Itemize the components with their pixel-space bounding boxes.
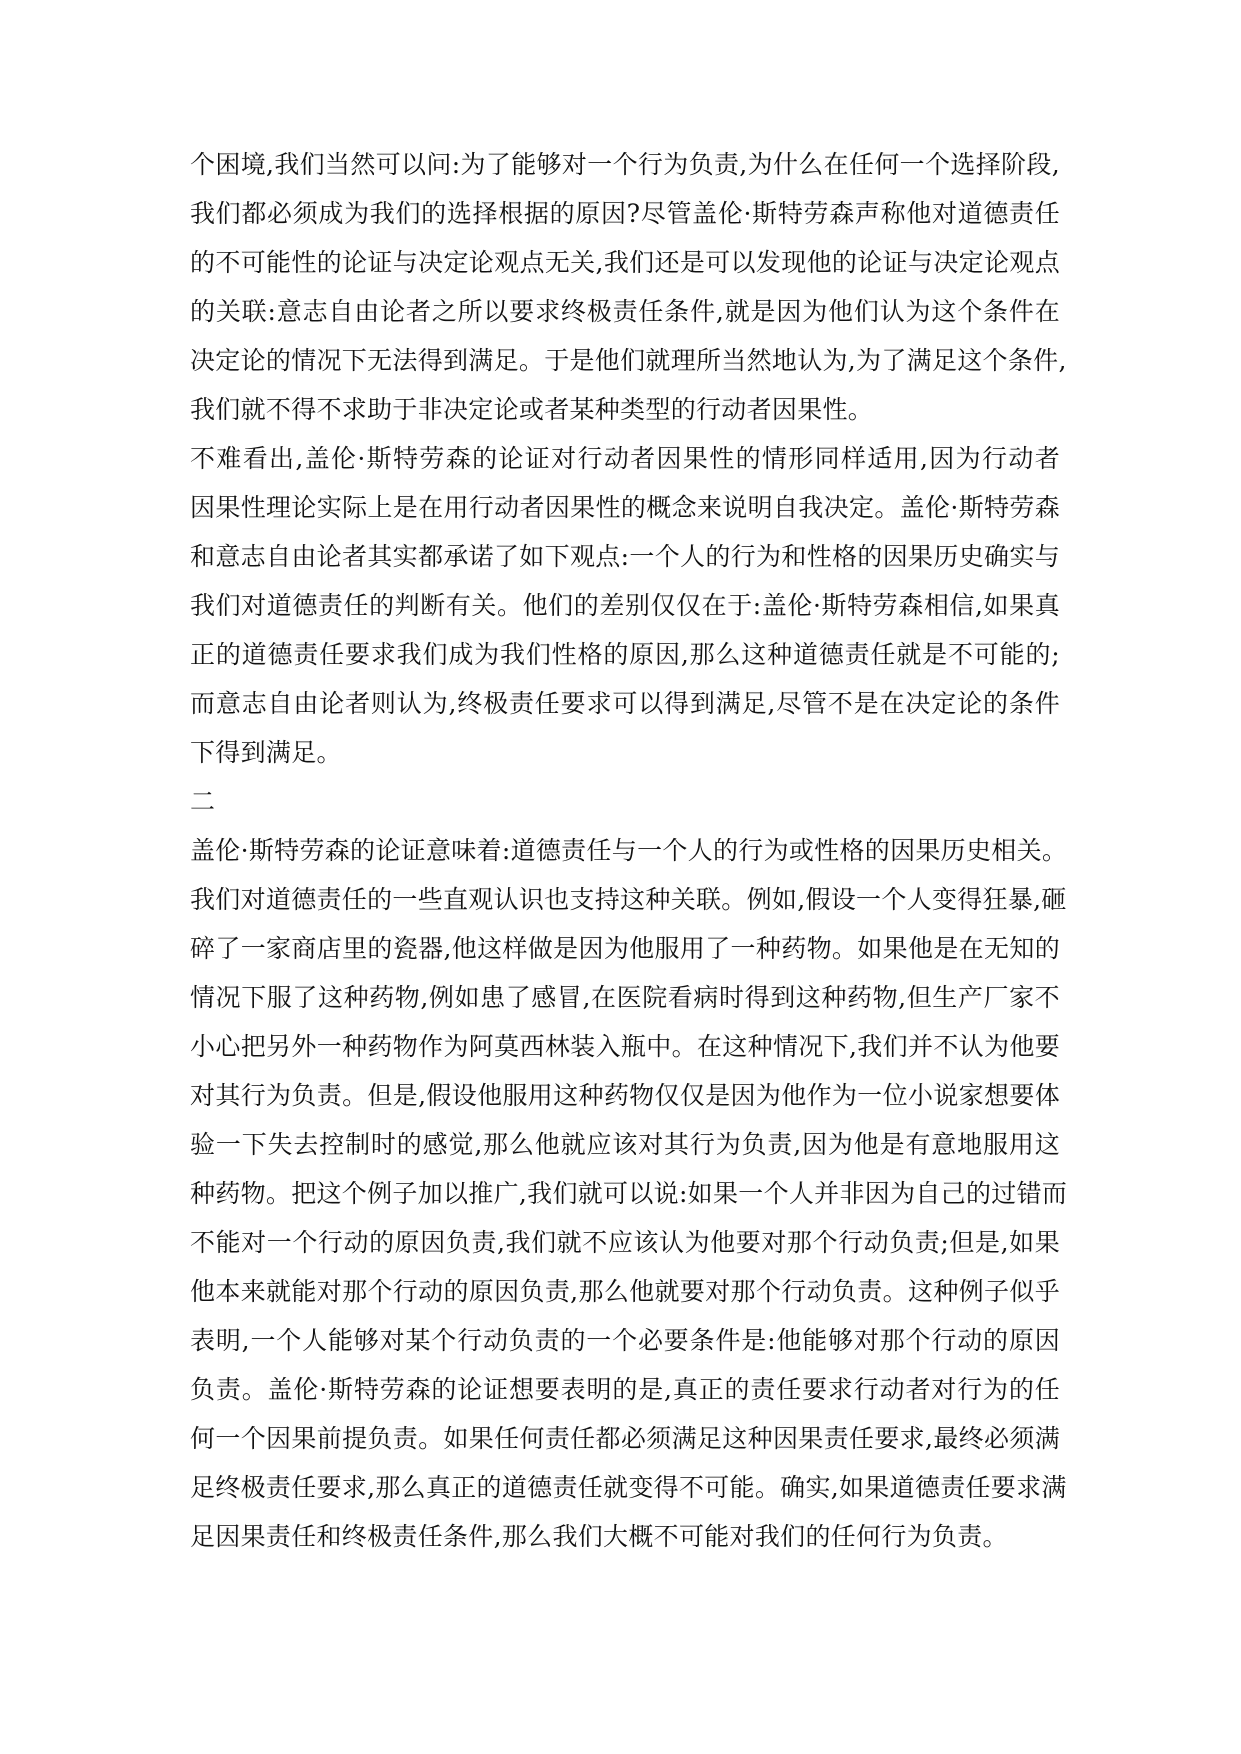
text-line: 对其行为负责。但是,假设他服用这种药物仅仅是因为他作为一位小说家想要体: [190, 1081, 1060, 1110]
text-line: 盖伦·斯特劳森的论证意味着:道德责任与一个人的行为或性格的因果历史相关。: [190, 836, 1068, 865]
text-line: 表明,一个人能够对某个行动负责的一个必要条件是:他能够对那个行动的原因: [190, 1326, 1060, 1355]
text-line: 他本来就能对那个行动的原因负责,那么他就要对那个行动负责。这种例子似乎: [190, 1277, 1060, 1306]
text-line: 碎了一家商店里的瓷器,他这样做是因为他服用了一种药物。如果他是在无知的: [190, 934, 1060, 963]
text-line: 情况下服了这种药物,例如患了感冒,在医院看病时得到这种药物,但生产厂家不: [190, 983, 1060, 1012]
text-line: 的关联:意志自由论者之所以要求终极责任条件,就是因为他们认为这个条件在: [190, 297, 1060, 326]
text-line: 决定论的情况下无法得到满足。于是他们就理所当然地认为,为了满足这个条件,: [190, 346, 1067, 375]
section-heading: 二: [190, 787, 216, 816]
text-line: 下得到满足。: [190, 738, 342, 767]
text-line: 何一个因果前提负责。如果任何责任都必须满足这种因果责任要求,最终必须满: [190, 1424, 1060, 1453]
text-line: 小心把另外一种药物作为阿莫西林装入瓶中。在这种情况下,我们并不认为他要: [190, 1032, 1060, 1061]
text-line: 个困境,我们当然可以问:为了能够对一个行为负责,为什么在任何一个选择阶段,: [190, 150, 1060, 179]
text-line: 不能对一个行动的原因负责,我们就不应该认为他要对那个行动负责;但是,如果: [190, 1228, 1060, 1257]
text-line: 而意志自由论者则认为,终极责任要求可以得到满足,尽管不是在决定论的条件: [190, 689, 1060, 718]
text-line: 我们都必须成为我们的选择根据的原因?尽管盖伦·斯特劳森声称他对道德责任: [190, 199, 1060, 228]
text-line: 我们就不得不求助于非决定论或者某种类型的行动者因果性。: [190, 395, 874, 424]
text-line: 负责。盖伦·斯特劳森的论证想要表明的是,真正的责任要求行动者对行为的任: [190, 1375, 1060, 1404]
text-line: 种药物。把这个例子加以推广,我们就可以说:如果一个人并非因为自己的过错而: [190, 1179, 1068, 1208]
text-line: 验一下失去控制时的感觉,那么他就应该对其行为负责,因为他是有意地服用这: [190, 1130, 1060, 1159]
text-line: 足因果责任和终极责任条件,那么我们大概不可能对我们的任何行为负责。: [190, 1522, 1008, 1551]
text-line: 和意志自由论者其实都承诺了如下观点:一个人的行为和性格的因果历史确实与: [190, 542, 1060, 571]
text-line: 的不可能性的论证与决定论观点无关,我们还是可以发现他的论证与决定论观点: [190, 248, 1060, 277]
text-line: 我们对道德责任的判断有关。他们的差别仅仅在于:盖伦·斯特劳森相信,如果真: [190, 591, 1060, 620]
text-line: 足终极责任要求,那么真正的道德责任就变得不可能。确实,如果道德责任要求满: [190, 1473, 1067, 1502]
text-line: 因果性理论实际上是在用行动者因果性的概念来说明自我决定。盖伦·斯特劳森: [190, 493, 1060, 522]
text-line: 我们对道德责任的一些直观认识也支持这种关联。例如,假设一个人变得狂暴,砸: [190, 885, 1067, 914]
text-line: 不难看出,盖伦·斯特劳森的论证对行动者因果性的情形同样适用,因为行动者: [190, 444, 1060, 473]
text-line: 正的道德责任要求我们成为我们性格的原因,那么这种道德责任就是不可能的;: [190, 640, 1060, 669]
document-body: [190, 140, 1068, 1561]
